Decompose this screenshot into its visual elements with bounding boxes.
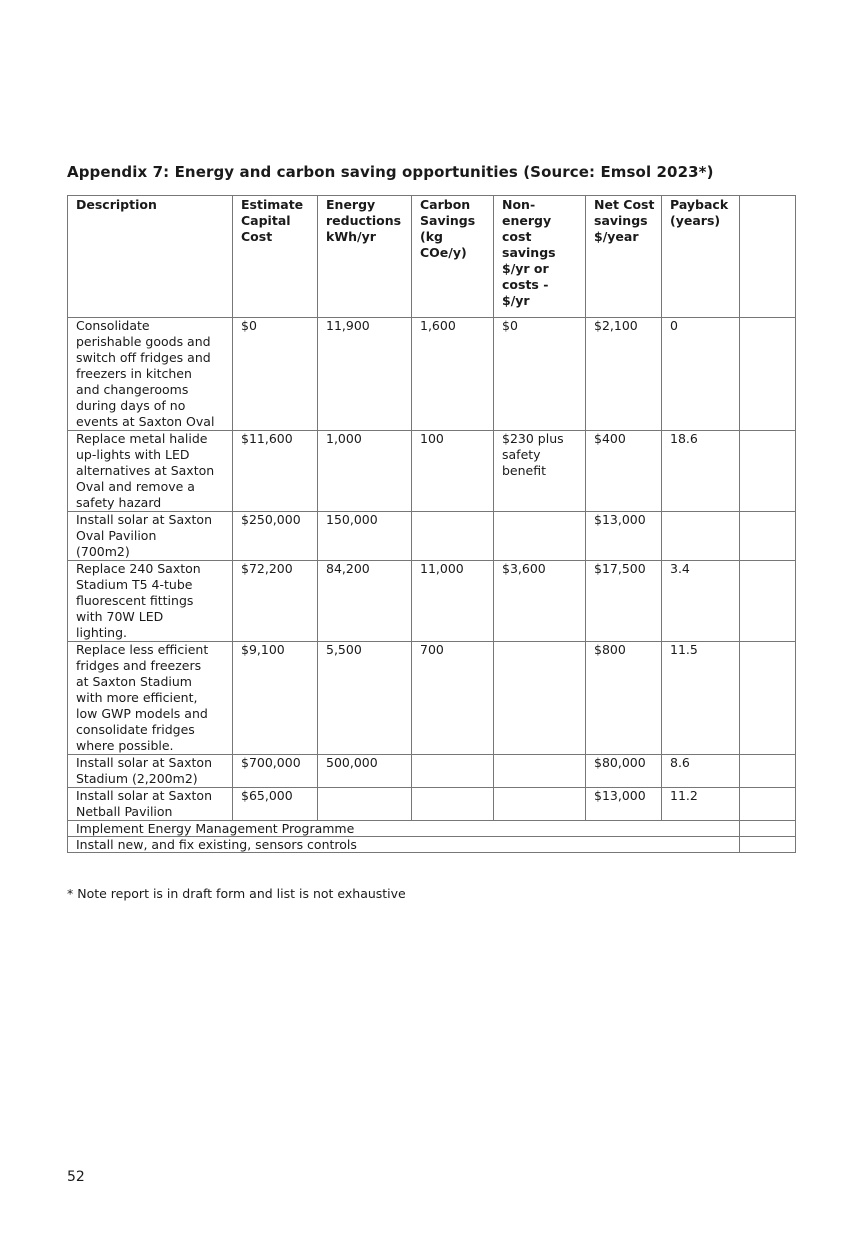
cell-capital-cost: $700,000 bbox=[233, 755, 318, 788]
cell-carbon-savings bbox=[412, 512, 494, 561]
cell-capital-cost: $250,000 bbox=[233, 512, 318, 561]
table-row bbox=[68, 561, 796, 642]
col-header-payback: Payback (years) bbox=[662, 196, 740, 318]
cell-carbon-savings: 100 bbox=[412, 431, 494, 512]
opportunities-table bbox=[67, 195, 796, 853]
cell-extra bbox=[740, 821, 796, 837]
cell-description: Install solar at Saxton Stadium (2,200m2) bbox=[68, 755, 233, 788]
cell-non-energy-savings: $230 plus safety benefit bbox=[494, 431, 586, 512]
cell-non-energy-savings: $0 bbox=[494, 318, 586, 431]
cell-capital-cost: $11,600 bbox=[233, 431, 318, 512]
cell-payback: 3.4 bbox=[662, 561, 740, 642]
cell-extra bbox=[740, 431, 796, 512]
table-row-span bbox=[68, 837, 796, 853]
cell-payback bbox=[662, 512, 740, 561]
cell-non-energy-savings bbox=[494, 642, 586, 755]
cell-energy-reductions: 150,000 bbox=[318, 512, 412, 561]
cell-capital-cost: $9,100 bbox=[233, 642, 318, 755]
col-header-description: Description bbox=[68, 196, 233, 318]
table-row bbox=[68, 512, 796, 561]
cell-spanned-description: Install new, and fix existing, sensors controls bbox=[68, 837, 740, 853]
cell-extra bbox=[740, 642, 796, 755]
cell-non-energy-savings bbox=[494, 755, 586, 788]
cell-net-cost-savings: $17,500 bbox=[586, 561, 662, 642]
table-row bbox=[68, 788, 796, 821]
cell-net-cost-savings: $80,000 bbox=[586, 755, 662, 788]
col-header-capital-cost: Estimate Capital Cost bbox=[233, 196, 318, 318]
cell-payback: 11.5 bbox=[662, 642, 740, 755]
cell-description: Consolidate perishable goods and switch off fridges and freezers in kitchen and changerooms during days of no events at Saxton Oval bbox=[68, 318, 233, 431]
col-header-net-cost-savings: Net Cost savings $/year bbox=[586, 196, 662, 318]
cell-net-cost-savings: $13,000 bbox=[586, 788, 662, 821]
table-body bbox=[68, 318, 796, 853]
cell-energy-reductions: 5,500 bbox=[318, 642, 412, 755]
cell-extra bbox=[740, 561, 796, 642]
cell-payback: 11.2 bbox=[662, 788, 740, 821]
cell-net-cost-savings: $2,100 bbox=[586, 318, 662, 431]
cell-energy-reductions: 1,000 bbox=[318, 431, 412, 512]
col-header-energy-reductions: Energy reductions kWh/yr bbox=[318, 196, 412, 318]
table-row bbox=[68, 642, 796, 755]
cell-non-energy-savings bbox=[494, 788, 586, 821]
table-header-row bbox=[68, 196, 796, 318]
table-row-span bbox=[68, 821, 796, 837]
cell-carbon-savings: 700 bbox=[412, 642, 494, 755]
cell-capital-cost: $0 bbox=[233, 318, 318, 431]
cell-extra bbox=[740, 318, 796, 431]
cell-non-energy-savings: $3,600 bbox=[494, 561, 586, 642]
col-header-extra bbox=[740, 196, 796, 318]
cell-spanned-description: Implement Energy Management Programme bbox=[68, 821, 740, 837]
cell-description: Replace less efficient fridges and freezers at Saxton Stadium with more efficient, low GWP models and consolidate fridges where possible. bbox=[68, 642, 233, 755]
cell-description: Install solar at Saxton Oval Pavilion (700m2) bbox=[68, 512, 233, 561]
col-header-non-energy-savings: Non- energy cost savings $/yr or costs - $/yr bbox=[494, 196, 586, 318]
cell-extra bbox=[740, 512, 796, 561]
cell-carbon-savings: 11,000 bbox=[412, 561, 494, 642]
cell-payback: 18.6 bbox=[662, 431, 740, 512]
cell-description: Replace 240 Saxton Stadium T5 4-tube fluorescent fittings with 70W LED lighting. bbox=[68, 561, 233, 642]
cell-payback: 0 bbox=[662, 318, 740, 431]
page-number: 52 bbox=[67, 1169, 85, 1185]
cell-extra bbox=[740, 788, 796, 821]
cell-carbon-savings bbox=[412, 788, 494, 821]
cell-energy-reductions: 84,200 bbox=[318, 561, 412, 642]
cell-description: Install solar at Saxton Netball Pavilion bbox=[68, 788, 233, 821]
footnote: * Note report is in draft form and list is not exhaustive bbox=[67, 886, 406, 901]
cell-extra bbox=[740, 755, 796, 788]
cell-energy-reductions: 500,000 bbox=[318, 755, 412, 788]
cell-capital-cost: $65,000 bbox=[233, 788, 318, 821]
table-row bbox=[68, 431, 796, 512]
cell-energy-reductions bbox=[318, 788, 412, 821]
table-row bbox=[68, 755, 796, 788]
col-header-carbon-savings: Carbon Savings (kg COe/y) bbox=[412, 196, 494, 318]
cell-payback: 8.6 bbox=[662, 755, 740, 788]
cell-energy-reductions: 11,900 bbox=[318, 318, 412, 431]
cell-carbon-savings bbox=[412, 755, 494, 788]
cell-net-cost-savings: $800 bbox=[586, 642, 662, 755]
cell-capital-cost: $72,200 bbox=[233, 561, 318, 642]
cell-carbon-savings: 1,600 bbox=[412, 318, 494, 431]
page-title: Appendix 7: Energy and carbon saving opportunities (Source: Emsol 2023*) bbox=[67, 163, 714, 181]
cell-description: Replace metal halide up-lights with LED alternatives at Saxton Oval and remove a safety hazard bbox=[68, 431, 233, 512]
cell-net-cost-savings: $400 bbox=[586, 431, 662, 512]
table-row bbox=[68, 318, 796, 431]
cell-net-cost-savings: $13,000 bbox=[586, 512, 662, 561]
cell-extra bbox=[740, 837, 796, 853]
cell-non-energy-savings bbox=[494, 512, 586, 561]
